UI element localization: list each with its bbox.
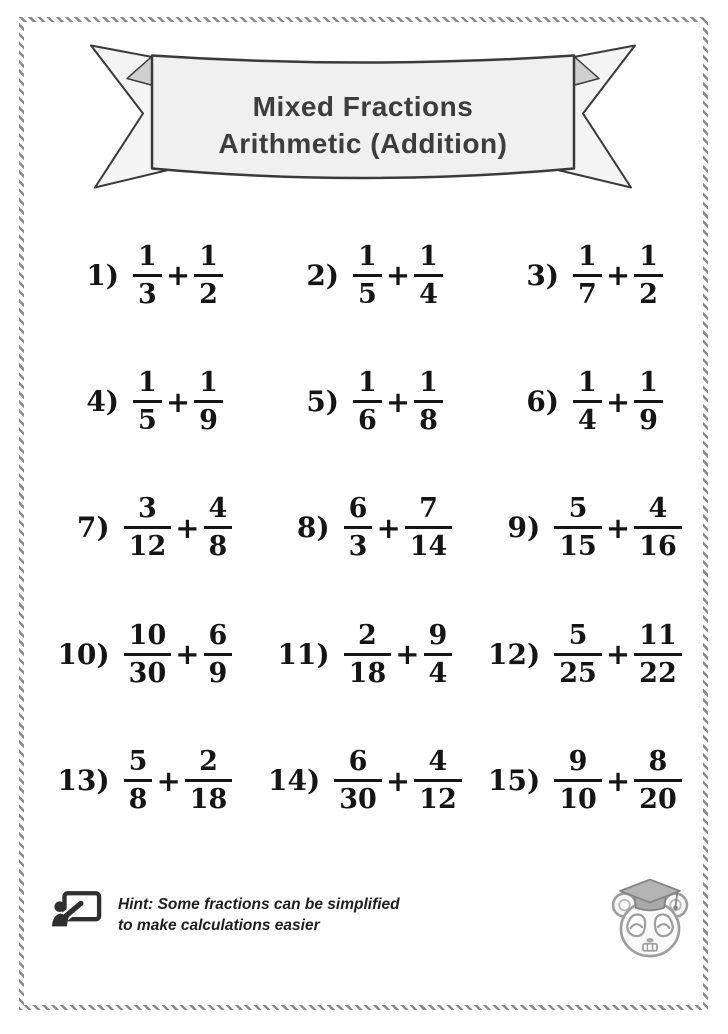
denominator: 5 xyxy=(358,278,377,310)
numerator: 1 xyxy=(353,367,382,403)
denominator: 8 xyxy=(419,405,438,437)
hint-line-1: Hint: Some fractions can be simplified xyxy=(118,896,400,913)
fraction-b xyxy=(194,367,223,436)
numerator: 2 xyxy=(344,620,392,656)
plus-operator: + xyxy=(605,510,631,545)
plus-operator: + xyxy=(175,637,200,672)
fraction-b xyxy=(634,493,682,562)
fraction-a xyxy=(124,620,172,689)
hint-text xyxy=(118,890,400,936)
numerator: 1 xyxy=(414,241,443,277)
numerator: 7 xyxy=(405,493,453,529)
numerator: 6 xyxy=(334,746,382,782)
plus-operator: + xyxy=(376,510,401,545)
denominator: 9 xyxy=(639,405,658,437)
problem-13 xyxy=(34,718,254,844)
denominator: 30 xyxy=(339,784,377,816)
problem-number: 14) xyxy=(268,764,321,798)
problem-12 xyxy=(474,591,694,717)
plus-operator: + xyxy=(605,384,631,419)
fraction-b xyxy=(414,367,443,436)
denominator: 2 xyxy=(639,278,658,310)
problem-number: 9) xyxy=(507,511,541,545)
denominator: 3 xyxy=(348,531,368,563)
plus-operator: + xyxy=(385,763,411,798)
plus-operator: + xyxy=(395,637,420,672)
denominator: 18 xyxy=(189,784,228,816)
problem-number: 13) xyxy=(57,764,110,798)
fraction-a xyxy=(573,367,602,436)
hint-section xyxy=(52,890,400,936)
denominator: 10 xyxy=(559,784,597,816)
numerator: 1 xyxy=(353,241,382,277)
denominator: 4 xyxy=(428,657,448,689)
problem-9 xyxy=(474,465,694,591)
numerator: 4 xyxy=(204,493,233,529)
plus-operator: + xyxy=(605,258,631,293)
denominator: 12 xyxy=(419,784,457,816)
problem-number: 12) xyxy=(488,637,541,671)
plus-operator: + xyxy=(605,763,631,798)
numerator: 1 xyxy=(194,367,223,403)
numerator: 6 xyxy=(204,620,233,656)
worksheet-title xyxy=(165,88,561,162)
denominator: 20 xyxy=(639,784,677,816)
problem-10 xyxy=(34,591,254,717)
numerator: 1 xyxy=(194,241,223,277)
fraction-b xyxy=(634,241,663,310)
fraction-a xyxy=(353,241,382,310)
presenter-at-whiteboard-icon xyxy=(52,890,102,934)
fraction-b xyxy=(194,241,223,310)
denominator: 9 xyxy=(199,405,218,437)
problem-11 xyxy=(254,591,474,717)
problem-3 xyxy=(474,212,694,338)
numerator: 6 xyxy=(344,493,373,529)
fraction-b xyxy=(185,746,233,815)
problem-number: 8) xyxy=(296,511,330,545)
fraction-b xyxy=(204,620,233,689)
fraction-b xyxy=(405,493,453,562)
problem-number: 2) xyxy=(306,258,340,292)
denominator: 8 xyxy=(208,531,228,563)
numerator: 5 xyxy=(554,493,602,529)
problems-grid xyxy=(34,212,694,844)
numerator: 11 xyxy=(634,620,682,656)
plus-operator: + xyxy=(385,384,411,419)
numerator: 1 xyxy=(414,367,443,403)
fraction-b xyxy=(634,746,682,815)
problem-number: 3) xyxy=(526,258,560,292)
fraction-a xyxy=(344,493,373,562)
numerator: 9 xyxy=(424,620,453,656)
problem-2 xyxy=(254,212,474,338)
plus-operator: + xyxy=(156,763,181,798)
fraction-a xyxy=(334,746,382,815)
fraction-a xyxy=(344,620,392,689)
problem-number: 10) xyxy=(57,637,110,671)
numerator: 1 xyxy=(133,367,162,403)
problem-number: 6) xyxy=(526,385,560,419)
fraction-b xyxy=(414,746,462,815)
problem-number: 7) xyxy=(76,511,110,545)
problem-number: 15) xyxy=(488,764,541,798)
fraction-a xyxy=(124,746,153,815)
denominator: 4 xyxy=(578,405,597,437)
problem-6 xyxy=(474,338,694,464)
plus-operator: + xyxy=(385,258,411,293)
plus-operator: + xyxy=(165,384,191,419)
fraction-a xyxy=(353,367,382,436)
denominator: 3 xyxy=(138,278,157,310)
denominator: 16 xyxy=(639,531,677,563)
plus-operator: + xyxy=(605,637,631,672)
problem-14 xyxy=(254,718,474,844)
hint-line-2: to make calculations easier xyxy=(118,917,320,934)
denominator: 15 xyxy=(559,531,597,563)
numerator: 5 xyxy=(554,620,602,656)
problem-7 xyxy=(34,465,254,591)
numerator: 1 xyxy=(573,241,602,277)
fraction-a xyxy=(554,493,602,562)
problem-number: 5) xyxy=(306,385,340,419)
denominator: 4 xyxy=(419,278,438,310)
numerator: 2 xyxy=(185,746,233,782)
denominator: 22 xyxy=(639,657,677,689)
problem-number: 11) xyxy=(277,637,330,671)
fraction-a xyxy=(124,493,172,562)
fraction-a xyxy=(573,241,602,310)
problem-1 xyxy=(34,212,254,338)
denominator: 2 xyxy=(199,278,218,310)
numerator: 8 xyxy=(634,746,682,782)
problem-15 xyxy=(474,718,694,844)
fraction-a xyxy=(133,367,162,436)
fraction-a xyxy=(554,620,602,689)
denominator: 14 xyxy=(409,531,448,563)
numerator: 1 xyxy=(634,367,663,403)
numerator: 9 xyxy=(554,746,602,782)
title-line-2: Arithmetic (Addition) xyxy=(218,128,508,159)
fraction-b xyxy=(634,620,682,689)
numerator: 1 xyxy=(133,241,162,277)
problem-4 xyxy=(34,338,254,464)
numerator: 1 xyxy=(573,367,602,403)
fraction-b xyxy=(424,620,453,689)
numerator: 3 xyxy=(124,493,172,529)
denominator: 25 xyxy=(559,657,597,689)
fraction-b xyxy=(414,241,443,310)
title-banner xyxy=(85,36,641,206)
numerator: 4 xyxy=(414,746,462,782)
fraction-a xyxy=(554,746,602,815)
denominator: 9 xyxy=(208,657,228,689)
denominator: 8 xyxy=(128,784,148,816)
numerator: 10 xyxy=(124,620,172,656)
fraction-b xyxy=(204,493,233,562)
denominator: 18 xyxy=(348,657,387,689)
fraction-b xyxy=(634,367,663,436)
denominator: 6 xyxy=(358,405,377,437)
graduate-panda-icon xyxy=(606,872,694,968)
problem-8 xyxy=(254,465,474,591)
numerator: 5 xyxy=(124,746,153,782)
plus-operator: + xyxy=(165,258,191,293)
denominator: 7 xyxy=(578,278,597,310)
denominator: 12 xyxy=(128,531,167,563)
denominator: 30 xyxy=(128,657,167,689)
problem-number: 1) xyxy=(86,258,120,292)
plus-operator: + xyxy=(175,510,200,545)
numerator: 4 xyxy=(634,493,682,529)
problem-number: 4) xyxy=(86,385,120,419)
title-line-1: Mixed Fractions xyxy=(252,91,474,122)
fraction-a xyxy=(133,241,162,310)
denominator: 5 xyxy=(138,405,157,437)
problem-5 xyxy=(254,338,474,464)
numerator: 1 xyxy=(634,241,663,277)
